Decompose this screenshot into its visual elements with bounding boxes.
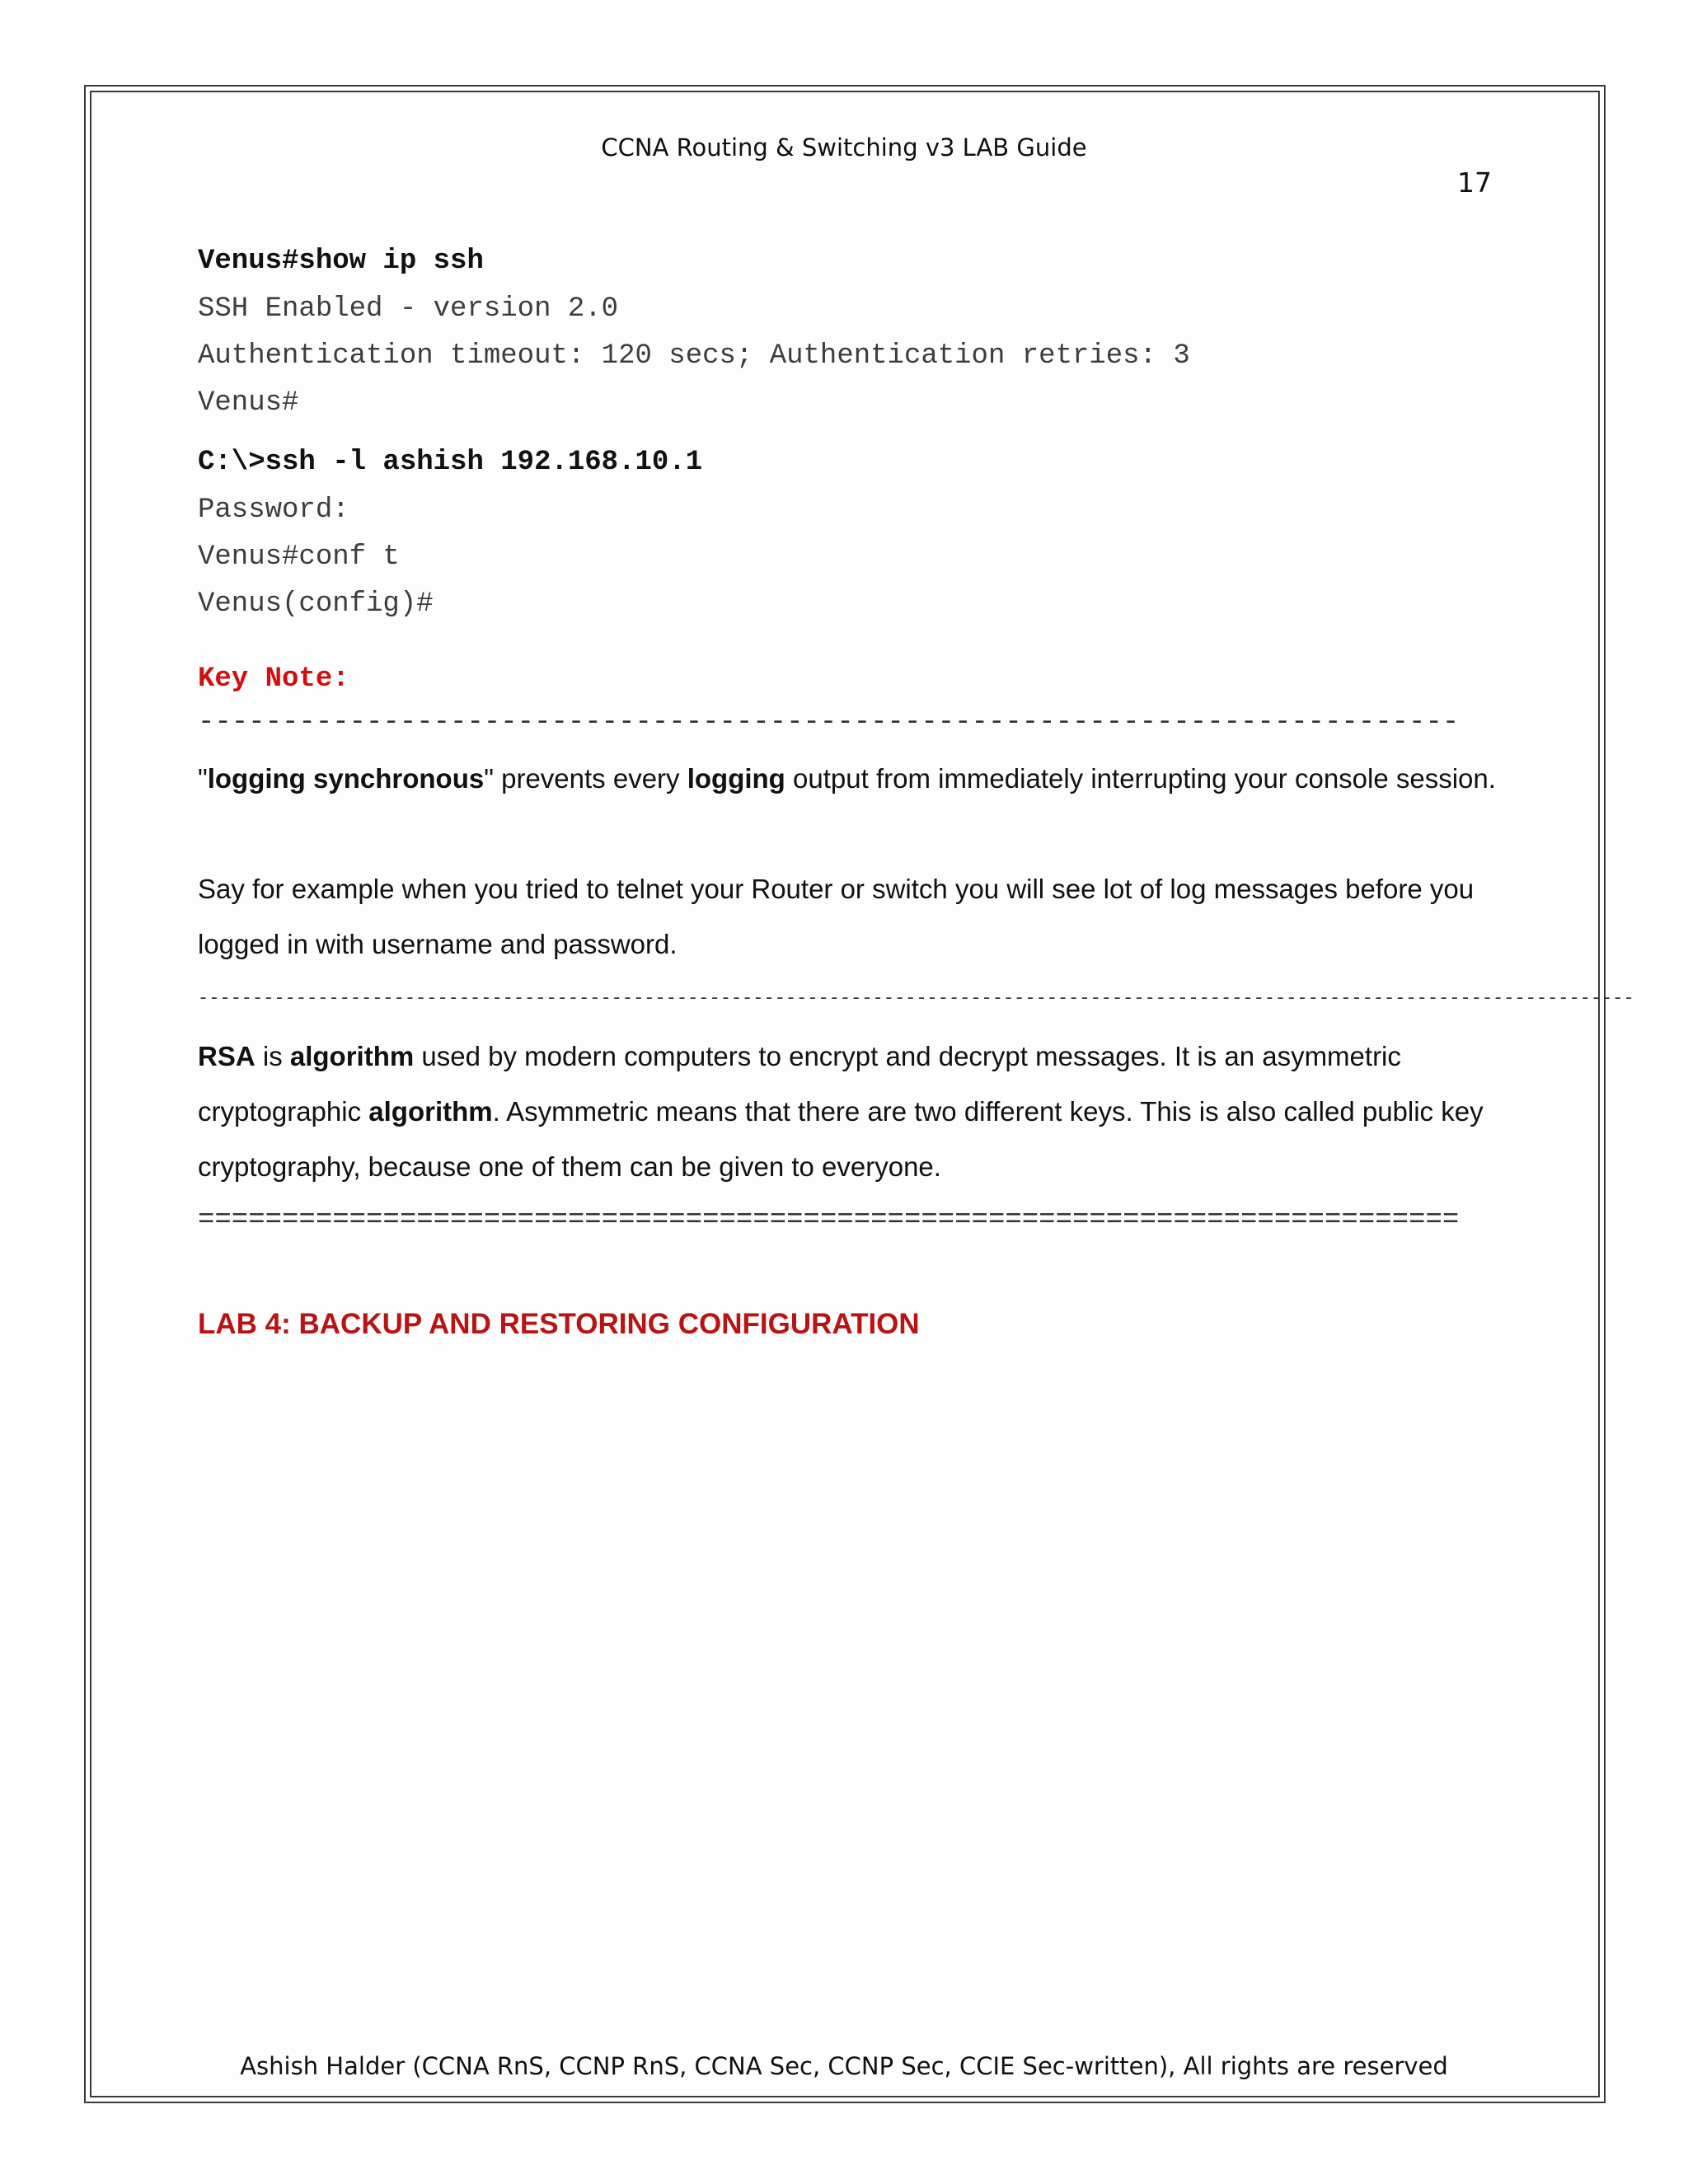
telnet-example-paragraph: Say for example when you tried to telnet your Router or switch you will see lot of log messages before you logged in with username and password. (198, 874, 1475, 959)
lab-heading: LAB 4: BACKUP AND RESTORING CONFIGURATION (198, 1308, 920, 1340)
paragraph-text: . Asymmetric means that there are two different keys. This is also called public key cryptography, because one of them can be given to everyone. (198, 1096, 1484, 1182)
thin-dashed-rule: ------------------------------------------------------------------------------------------------------------------------------------ (198, 988, 1634, 1009)
page-number: 17 (1457, 166, 1492, 199)
dashed-rule: --------------------------------------------------------------------------- (198, 707, 1460, 738)
term-logging: logging (687, 763, 785, 794)
term-algorithm: algorithm (289, 1041, 415, 1071)
key-note-label: Key Note: (198, 663, 349, 695)
logging-sync-paragraph (198, 751, 1500, 806)
cli-command: C:\>ssh -l ashish 192.168.10.1 (198, 447, 703, 478)
paragraph-text: " prevents every (484, 763, 687, 794)
cli-prompt: Venus(config)# (198, 588, 434, 620)
cli-output: SSH Enabled - version 2.0 (198, 293, 619, 325)
document-footer: Ashish Halder (CCNA RnS, CCNP RnS, CCNA Sec, CCNP Sec, CCIE Sec-written), All rights are reserved (240, 2052, 1448, 2080)
paragraph-text: is (255, 1041, 290, 1071)
document-header: CCNA Routing & Switching v3 LAB Guide (601, 134, 1087, 162)
rsa-paragraph (198, 1029, 1500, 1194)
term-rsa: RSA (198, 1041, 256, 1071)
term-algorithm: algorithm (368, 1096, 493, 1127)
cli-prompt: Venus# (198, 387, 299, 419)
open-quote: " (198, 763, 208, 794)
paragraph-text: output from immediately interrupting your console session. (785, 763, 1496, 794)
term-logging-synchronous: logging synchronous (207, 763, 485, 794)
cli-output: Authentication timeout: 120 secs; Authentication retries: 3 (198, 340, 1190, 372)
cli-prompt: Venus#conf t (198, 541, 400, 573)
cli-output: Password: (198, 494, 349, 526)
double-rule: =========================================================================== (198, 1205, 1460, 1236)
cli-command: Venus#show ip ssh (198, 246, 484, 277)
paragraph-text: used by modern computers to encrypt and decrypt messages. It is an asymmetric cryptographic (198, 1041, 1401, 1127)
